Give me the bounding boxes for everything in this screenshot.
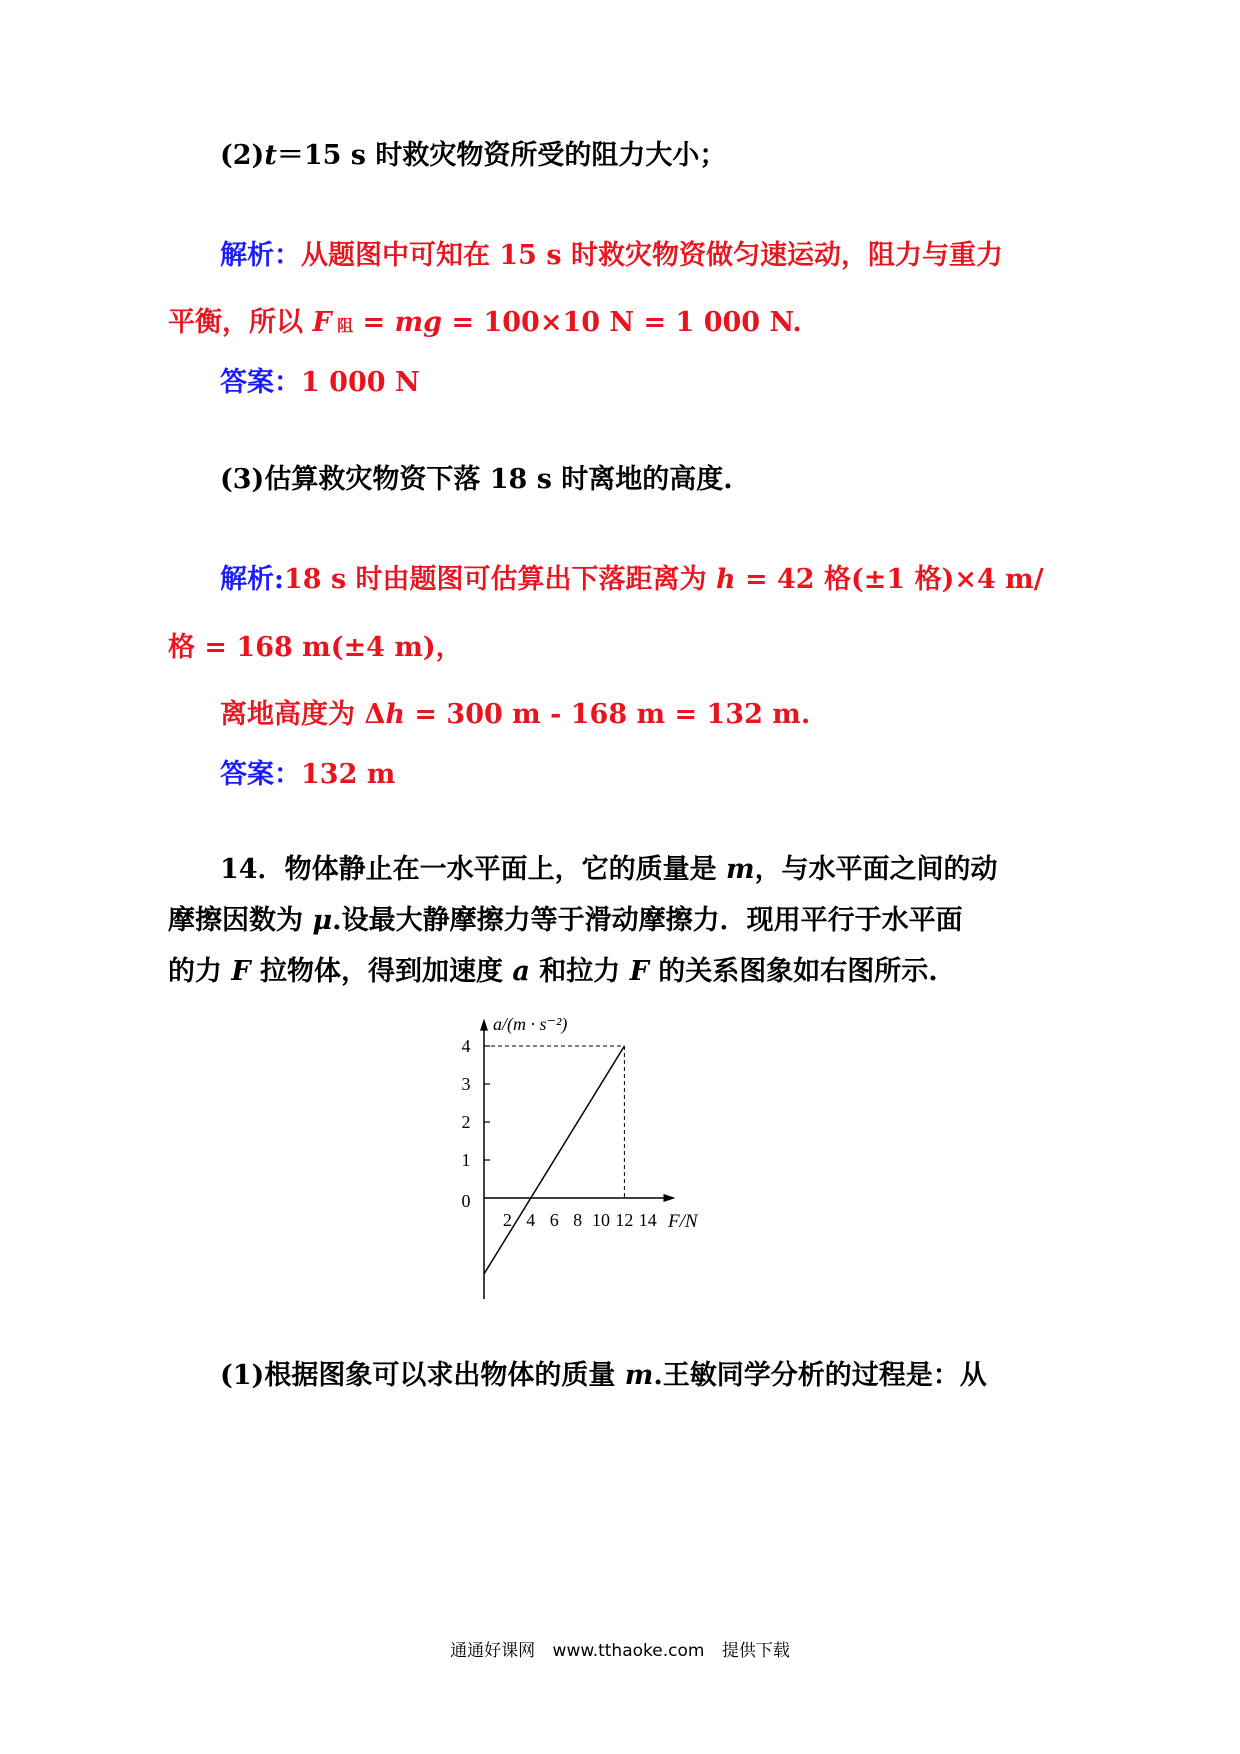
analysis-2-line-3: 离地高度为 Δh = 300 m - 168 m = 132 m. (220, 699, 811, 730)
x-tick-label: 2 (502, 1210, 512, 1230)
answer-1: 答案：1 000 N (220, 367, 420, 398)
question-14-line-2: 摩擦因数为 μ.设最大静摩擦力等于滑动摩擦力．现用平行于水平面 (168, 905, 963, 936)
analysis-label: 解析： (220, 240, 301, 271)
footer-url: www.tthaoke.com (552, 1641, 705, 1661)
question-2: (2)t＝15 s 时救灾物资所受的阻力大小； (220, 140, 727, 171)
y-tick-label: 0 (461, 1191, 471, 1211)
x-tick-label: 14 (638, 1210, 657, 1230)
y-tick-label: 3 (461, 1074, 471, 1094)
y-tick-label: 1 (461, 1150, 471, 1170)
x-axis-label: F/N (668, 1211, 698, 1232)
x-tick-label: 10 (592, 1210, 610, 1230)
y-axis-label: a/(m · s⁻²) (493, 1014, 568, 1034)
x-tick-label: 12 (615, 1210, 634, 1230)
answer-label: 答案： (220, 367, 301, 398)
page-footer (0, 1636, 1240, 1661)
x-axis-arrow (664, 1194, 676, 1202)
acceleration-force-chart (0, 1005, 1240, 1325)
series-line (484, 1046, 624, 1274)
analysis-1-line-2: 平衡，所以 F 阻 = mg = 100×10 N = 1 000 N. (168, 307, 802, 338)
analysis-2-line-2: 格 = 168 m(±4 m)， (168, 632, 463, 663)
x-tick-label: 6 (549, 1210, 559, 1230)
footer-site: 通通好课网 (450, 1641, 536, 1661)
x-tick-label: 4 (526, 1210, 536, 1230)
y-tick-label: 4 (461, 1036, 471, 1056)
question-14-line-3: 的力 F 拉物体，得到加速度 a 和拉力 F 的关系图象如右图所示. (168, 956, 938, 987)
footer-note: 提供下载 (721, 1641, 790, 1661)
analysis-2-line-1: 解析:18 s 时由题图可估算出下落距离为 h = 42 格(±1 格)×4 m/ (220, 564, 1044, 595)
analysis-1-line-1: 解析：从题图中可知在 15 s 时救灾物资做匀速运动，阻力与重力 (220, 240, 1003, 271)
answer-2: 答案：132 m (220, 759, 396, 790)
y-axis-arrow (480, 1019, 488, 1031)
y-tick-label: 2 (461, 1112, 471, 1132)
x-tick-label: 8 (573, 1210, 583, 1230)
question-14-sub-1: (1)根据图象可以求出物体的质量 m.王敏同学分析的过程是：从 (220, 1360, 987, 1391)
analysis-label: 解析: (220, 564, 284, 595)
answer-label: 答案： (220, 759, 301, 790)
question-14-line-1: 14．物体静止在一水平面上，它的质量是 m，与水平面之间的动 (220, 854, 998, 885)
question-3: (3)估算救灾物资下落 18 s 时离地的高度. (220, 464, 733, 495)
